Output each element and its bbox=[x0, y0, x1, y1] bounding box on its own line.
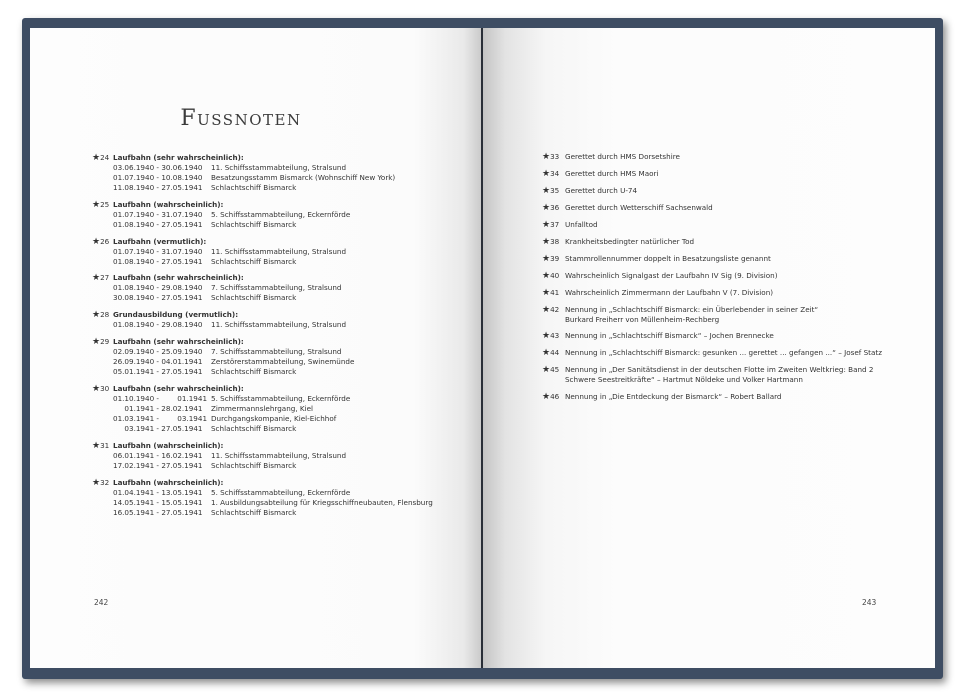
star-icon: ★ bbox=[92, 273, 101, 283]
career-unit: Durchgangskompanie, Kiel-Eichhof bbox=[211, 414, 337, 423]
star-icon: ★ bbox=[542, 203, 551, 213]
footnote-marker bbox=[92, 478, 114, 488]
footnote-marker bbox=[542, 392, 564, 402]
star-icon: ★ bbox=[542, 331, 551, 341]
footnote-heading: Laufbahn (sehr wahrscheinlich): bbox=[113, 153, 244, 162]
footnote-marker bbox=[542, 331, 564, 341]
footnote-marker bbox=[542, 288, 564, 298]
footnote-number: 37 bbox=[550, 220, 560, 229]
career-dates: 03.06.1940 - 30.06.1940 bbox=[113, 163, 203, 172]
career-unit: Schlachtschiff Bismarck bbox=[211, 424, 297, 433]
career-unit: 11. Schiffsstammabteilung, Stralsund bbox=[211, 163, 347, 172]
career-dates: 01.07.1940 - 31.07.1940 bbox=[113, 247, 203, 256]
career-dates: 01.07.1940 - 31.07.1940 bbox=[113, 210, 203, 219]
career-unit: 7. Schiffsstammabteilung, Stralsund bbox=[211, 283, 342, 292]
star-icon: ★ bbox=[92, 237, 101, 247]
star-icon: ★ bbox=[542, 305, 551, 315]
footnote-heading: Laufbahn (wahrscheinlich): bbox=[113, 200, 224, 209]
career-unit: Schlachtschiff Bismarck bbox=[211, 367, 297, 376]
career-dates: 01.07.1940 - 10.08.1940 bbox=[113, 173, 203, 182]
career-unit: 11. Schiffsstammabteilung, Stralsund bbox=[211, 451, 347, 460]
footnote-marker bbox=[92, 441, 114, 451]
star-icon: ★ bbox=[542, 348, 551, 358]
footnote-heading: Laufbahn (wahrscheinlich): bbox=[113, 478, 224, 487]
footnote-number: 35 bbox=[550, 186, 560, 195]
star-icon: ★ bbox=[92, 337, 101, 347]
career-dates: 01.08.1940 - 27.05.1941 bbox=[113, 220, 203, 229]
career-unit: 1. Ausbildungsabteilung für Kriegsschiffneubauten, Flensburg bbox=[211, 498, 433, 507]
career-unit: Schlachtschiff Bismarck bbox=[211, 183, 297, 192]
footnote-marker bbox=[542, 203, 564, 213]
career-dates: 01.1941 - 28.02.1941 bbox=[113, 404, 203, 413]
star-icon: ★ bbox=[542, 271, 551, 281]
career-dates: 16.05.1941 - 27.05.1941 bbox=[113, 508, 203, 517]
footnote-marker bbox=[92, 310, 114, 320]
footnote-marker bbox=[542, 305, 564, 315]
career-unit: Zerstörerstammabteilung, Swinemünde bbox=[211, 357, 355, 366]
footnote-number: 25 bbox=[100, 200, 110, 209]
footnote-text: Gerettet durch HMS Maori bbox=[565, 169, 659, 178]
footnote-number: 34 bbox=[550, 169, 560, 178]
career-unit: Schlachtschiff Bismarck bbox=[211, 257, 297, 266]
star-icon: ★ bbox=[92, 441, 101, 451]
footnote-number: 41 bbox=[550, 288, 560, 297]
footnote-marker bbox=[542, 237, 564, 247]
star-icon: ★ bbox=[542, 152, 551, 162]
footnote-text: Unfalltod bbox=[565, 220, 598, 229]
footnote-marker bbox=[542, 152, 564, 162]
career-dates: 01.08.1940 - 29.08.1940 bbox=[113, 320, 203, 329]
career-dates: 01.03.1941 - 03.1941 bbox=[113, 414, 208, 423]
footnote-marker bbox=[542, 348, 564, 358]
footnote-number: 24 bbox=[100, 153, 110, 162]
footnote-number: 29 bbox=[100, 337, 110, 346]
star-icon: ★ bbox=[542, 392, 551, 402]
footnote-marker bbox=[542, 169, 564, 179]
career-dates: 17.02.1941 - 27.05.1941 bbox=[113, 461, 203, 470]
footnote-text: Wahrscheinlich Signalgast der Laufbahn IV Sig (9. Division) bbox=[565, 271, 778, 280]
footnote-heading: Grundausbildung (vermutlich): bbox=[113, 310, 239, 319]
footnote-heading: Laufbahn (sehr wahrscheinlich): bbox=[113, 337, 244, 346]
career-dates: 06.01.1941 - 16.02.1941 bbox=[113, 451, 203, 460]
star-icon: ★ bbox=[542, 169, 551, 179]
star-icon: ★ bbox=[92, 384, 101, 394]
footnote-text: Krankheitsbedingter natürlicher Tod bbox=[565, 237, 695, 246]
footnote-number: 36 bbox=[550, 203, 560, 212]
footnote-heading: Laufbahn (wahrscheinlich): bbox=[113, 441, 224, 450]
career-unit: 5. Schiffsstammabteilung, Eckernförde bbox=[211, 210, 351, 219]
star-icon: ★ bbox=[542, 288, 551, 298]
footnote-marker bbox=[542, 365, 564, 375]
career-dates: 01.04.1941 - 13.05.1941 bbox=[113, 488, 203, 497]
star-icon: ★ bbox=[542, 186, 551, 196]
footnote-marker bbox=[92, 337, 114, 347]
footnote-number: 44 bbox=[550, 348, 560, 357]
career-unit: Schlachtschiff Bismarck bbox=[211, 220, 297, 229]
footnote-number: 46 bbox=[550, 392, 560, 401]
footnote-number: 27 bbox=[100, 273, 110, 282]
footnote-marker bbox=[542, 220, 564, 230]
footnote-number: 33 bbox=[550, 152, 560, 161]
footnote-number: 40 bbox=[550, 271, 560, 280]
footnote-number: 32 bbox=[100, 478, 110, 487]
footnote-text: Nennung in „Der Sanitätsdienst in der deutschen Flotte im Zweiten Weltkrieg: Band 2 bbox=[565, 365, 874, 374]
career-unit: Schlachtschiff Bismarck bbox=[211, 508, 297, 517]
career-unit: 5. Schiffsstammabteilung, Eckernförde bbox=[211, 488, 351, 497]
footnote-text: Stammrollennummer doppelt in Besatzungsliste genannt bbox=[565, 254, 771, 263]
career-dates: 05.01.1941 - 27.05.1941 bbox=[113, 367, 203, 376]
footnote-number: 30 bbox=[100, 384, 110, 393]
footnote-number: 43 bbox=[550, 331, 560, 340]
footnote-text-continued: Schwere Seestreitkräfte“ – Hartmut Nöldeke und Volker Hartmann bbox=[565, 375, 803, 384]
footnote-marker bbox=[542, 271, 564, 281]
footnote-number: 31 bbox=[100, 441, 110, 450]
career-dates: 01.08.1940 - 29.08.1940 bbox=[113, 283, 203, 292]
footnote-heading: Laufbahn (sehr wahrscheinlich): bbox=[113, 384, 244, 393]
career-dates: 01.08.1940 - 27.05.1941 bbox=[113, 257, 203, 266]
career-unit: Besatzungsstamm Bismarck (Wohnschiff New York) bbox=[211, 173, 396, 182]
career-dates: 14.05.1941 - 15.05.1941 bbox=[113, 498, 203, 507]
star-icon: ★ bbox=[92, 310, 101, 320]
career-unit: 11. Schiffsstammabteilung, Stralsund bbox=[211, 247, 347, 256]
footnote-marker bbox=[542, 186, 564, 196]
footnote-number: 26 bbox=[100, 237, 110, 246]
right-page-number: 243 bbox=[862, 598, 877, 607]
star-icon: ★ bbox=[542, 254, 551, 264]
career-unit: 7. Schiffsstammabteilung, Stralsund bbox=[211, 347, 342, 356]
career-dates: 26.09.1940 - 04.01.1941 bbox=[113, 357, 203, 366]
footnote-text: Nennung in „Die Entdeckung der Bismarck“ – Robert Ballard bbox=[565, 392, 782, 401]
star-icon: ★ bbox=[542, 237, 551, 247]
career-dates: 11.08.1940 - 27.05.1941 bbox=[113, 183, 203, 192]
footnote-heading: Laufbahn (sehr wahrscheinlich): bbox=[113, 273, 244, 282]
footnote-text: Gerettet durch U-74 bbox=[565, 186, 638, 195]
footnote-number: 38 bbox=[550, 237, 560, 246]
footnote-text: Nennung in „Schlachtschiff Bismarck: ein Überlebender in seiner Zeit“ bbox=[565, 305, 819, 314]
footnote-text: Nennung in „Schlachtschiff Bismarck“ – Jochen Brennecke bbox=[565, 331, 774, 340]
footnote-heading: Laufbahn (vermutlich): bbox=[113, 237, 207, 246]
footnote-marker bbox=[92, 237, 114, 247]
footnote-text: Nennung in „Schlachtschiff Bismarck: gesunken ... gerettet ... gefangen ...“ – Josef Statz bbox=[565, 348, 882, 357]
left-page-number: 242 bbox=[94, 598, 109, 607]
star-icon: ★ bbox=[92, 153, 101, 163]
page-title: Fussnoten bbox=[180, 106, 302, 131]
footnote-marker bbox=[542, 254, 564, 264]
footnote-text: Wahrscheinlich Zimmermann der Laufbahn V (7. Division) bbox=[565, 288, 774, 297]
footnote-marker bbox=[92, 153, 114, 163]
star-icon: ★ bbox=[92, 200, 101, 210]
footnote-number: 39 bbox=[550, 254, 560, 263]
career-unit: Schlachtschiff Bismarck bbox=[211, 461, 297, 470]
footnote-marker bbox=[92, 200, 114, 210]
footnote-number: 42 bbox=[550, 305, 560, 314]
career-unit: Zimmermannslehrgang, Kiel bbox=[211, 404, 314, 413]
star-icon: ★ bbox=[542, 365, 551, 375]
career-dates: 30.08.1940 - 27.05.1941 bbox=[113, 293, 203, 302]
career-dates: 02.09.1940 - 25.09.1940 bbox=[113, 347, 203, 356]
footnote-number: 28 bbox=[100, 310, 110, 319]
star-icon: ★ bbox=[92, 478, 101, 488]
star-icon: ★ bbox=[542, 220, 551, 230]
footnote-number: 45 bbox=[550, 365, 560, 374]
footnote-marker bbox=[92, 384, 114, 394]
career-unit: 11. Schiffsstammabteilung, Stralsund bbox=[211, 320, 347, 329]
career-dates: 01.10.1940 - 01.1941 bbox=[113, 394, 208, 403]
footnote-text: Gerettet durch Wetterschiff Sachsenwald bbox=[565, 203, 713, 212]
footnote-text: Gerettet durch HMS Dorsetshire bbox=[565, 152, 680, 161]
footnote-marker bbox=[92, 273, 114, 283]
career-dates: 03.1941 - 27.05.1941 bbox=[113, 424, 203, 433]
footnote-text-continued: Burkard Freiherr von Müllenheim-Rechberg bbox=[565, 315, 720, 324]
career-unit: Schlachtschiff Bismarck bbox=[211, 293, 297, 302]
career-unit: 5. Schiffsstammabteilung, Eckernförde bbox=[211, 394, 351, 403]
